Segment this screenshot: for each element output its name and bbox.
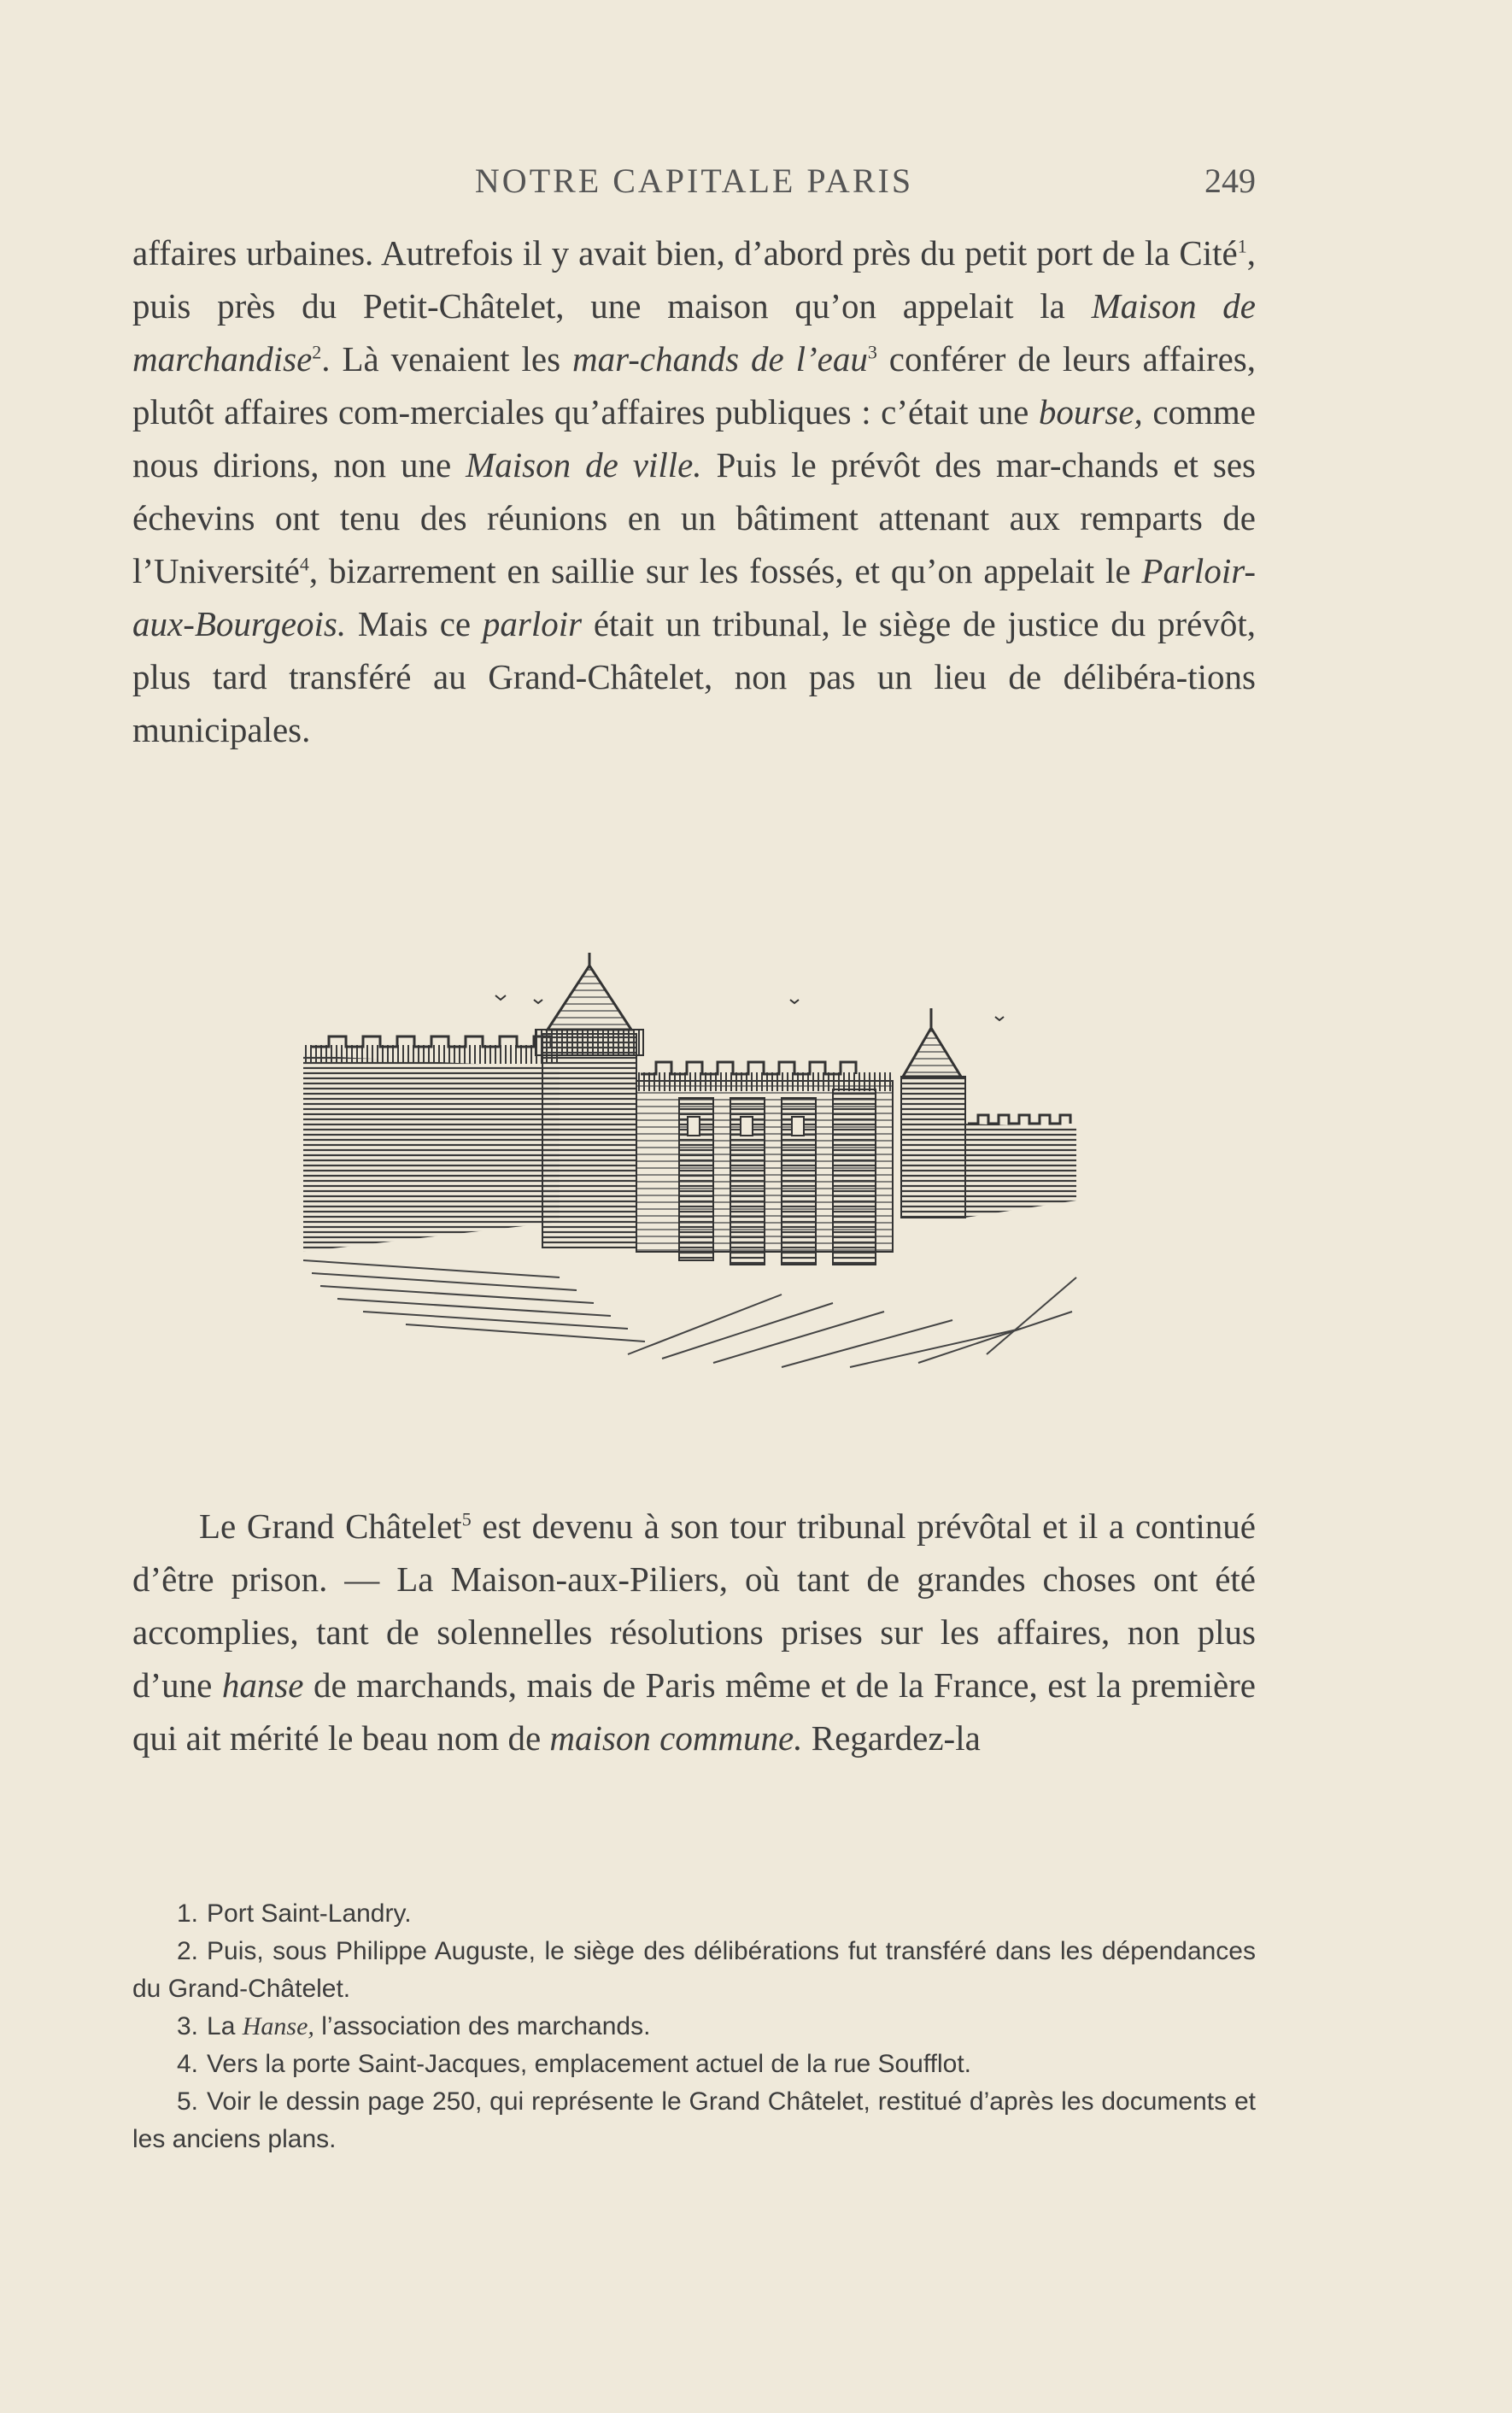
italic-term: mar-chands de l’eau (571, 339, 868, 379)
footnote-text: Voir le dessin page 250, qui représente le Grand Châtelet, restitué d’après les documents et les anciens plans. (132, 2087, 1256, 2153)
text-run: de marchands, mais de Paris même et de la France, est la première qui ait mérité le beau nom de (132, 1665, 1256, 1758)
paragraph-2 (132, 1500, 1256, 1764)
text-run: est devenu à son tour tribunal prévôtal et il a continué d’être prison. — La Maison-aux-Piliers, où tant de grandes choses ont été accomplies, tant de solennelles résolutions prises sur les affaires, non plus d’une (132, 1506, 1256, 1705)
footnote-number: 2. (177, 1937, 199, 1965)
footnote-5 (132, 2083, 1256, 2158)
italic-term: Hanse, (242, 2012, 314, 2040)
italic-term: parloir (482, 604, 583, 643)
text-run: comme nous dirions, non une (132, 392, 1257, 484)
text-run: affaires urbaines. Autrefois il y avait bien, d’abord près du petit port de la Cité (132, 233, 1238, 273)
footnote-4 (132, 2046, 1256, 2083)
text-run: Puis le prévôt des mar-chands et ses échevins ont tenu des réunions en un bâtiment attenant aux remparts de l’Université (132, 445, 1256, 590)
footnote-ref: 3 (867, 341, 877, 363)
footnote-2 (132, 1933, 1256, 2008)
paragraph-1 (132, 226, 1256, 756)
text-run: Le Grand Châtelet (199, 1506, 462, 1546)
footnote-3 (132, 2008, 1256, 2046)
text-run: , puis près du Petit-Châtelet, une maison qu’on appelait la (132, 233, 1256, 326)
italic-term: Parloir-aux-Bourgeois. (132, 551, 1256, 643)
italic-term: hanse (221, 1665, 304, 1705)
page-number: 249 (1204, 161, 1256, 200)
footnote-text: La (207, 2012, 243, 2040)
text-run: Mais ce (346, 604, 483, 643)
footnote-1 (132, 1895, 1256, 1933)
text-run: conférer de leurs affaires, plutôt affaires com-merciales qu’affaires publiques : c’était une (132, 339, 1256, 432)
footnote-number: 3. (177, 2012, 199, 2040)
footnote-text: Port Saint-Landry. (207, 1899, 412, 1928)
text-run: , bizarrement en saillie sur les fossés, et qu’on appelait le (308, 551, 1142, 590)
footnote-number: 5. (177, 2087, 199, 2116)
italic-term: Maison de marchandise (132, 286, 1256, 379)
footnote-number: 4. (177, 2050, 199, 2078)
italic-term: Maison de ville. (466, 445, 702, 484)
footnote-text: Puis, sous Philippe Auguste, le siège des délibérations fut transféré dans les dépendances du Grand-Châtelet. (132, 1937, 1256, 2003)
text-run: . Là venaient les (321, 339, 572, 379)
page-header (132, 161, 1256, 203)
footnote-ref: 1 (1237, 235, 1247, 257)
footnote-text: Vers la porte Saint-Jacques, emplacement actuel de la rue Soufflot. (207, 2050, 971, 2078)
italic-term: maison commune. (549, 1718, 803, 1758)
text-run: était un tribunal, le siège de justice du prévôt, plus tard transféré au Grand-Châtelet, non pas un lieu de délibéra-tions municipales. (132, 604, 1256, 749)
footnote-ref: 4 (299, 553, 309, 575)
footnote-ref: 5 (461, 1508, 472, 1530)
running-title: NOTRE CAPITALE PARIS (474, 161, 914, 200)
footnote-text: l’association des marchands. (314, 2012, 651, 2040)
italic-term: bourse, (1038, 392, 1143, 432)
castle-engraving-illustration (303, 953, 1085, 1376)
footnote-number: 1. (177, 1899, 199, 1928)
footnotes (132, 1895, 1256, 2158)
footnote-ref: 2 (312, 341, 322, 363)
text-run: Regardez-la (802, 1718, 981, 1758)
